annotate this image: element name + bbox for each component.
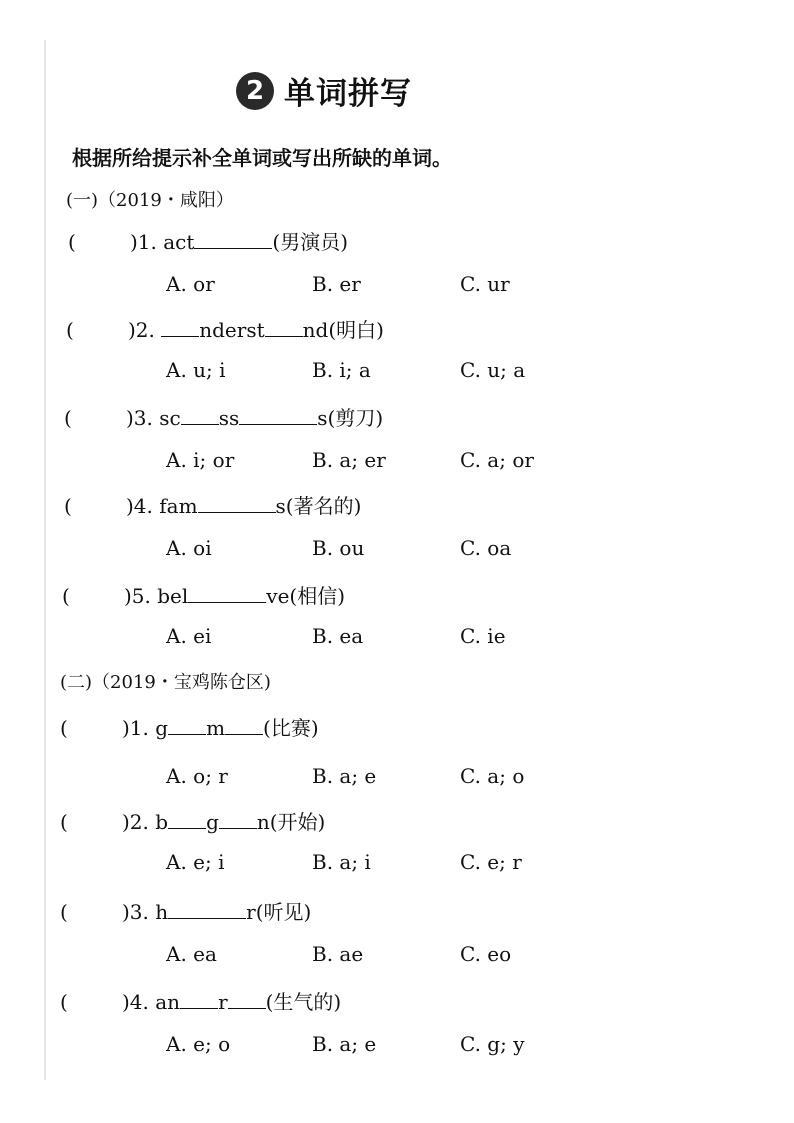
option-b: B. er (312, 272, 361, 296)
question-1-2: ( )2. nderst nd(明白) (66, 318, 384, 342)
section-heading-1: (一)（2019・咸阳） (66, 190, 234, 211)
answer-blank[interactable] (225, 714, 263, 735)
option-a: A. ea (166, 942, 217, 966)
option-c: C. a; o (460, 764, 525, 788)
page-title: 单词拼写 (284, 76, 412, 112)
answer-blank[interactable] (265, 316, 303, 337)
binding-edge (44, 40, 46, 1080)
option-a: A. ei (166, 624, 212, 648)
option-c: C. e; r (460, 850, 522, 874)
answer-blank[interactable] (181, 404, 219, 425)
option-b: B. ae (312, 942, 364, 966)
section-heading-2: (二)（2019・宝鸡陈仓区) (60, 672, 271, 693)
option-c: C. ie (460, 624, 506, 648)
question-1-3: ( )3. sc ss s(剪刀) (64, 406, 384, 430)
option-a: A. e; i (166, 850, 225, 874)
option-b: B. a; e (312, 1032, 377, 1056)
question-1-1: ( )1. act (男演员) (68, 230, 349, 254)
option-b: B. ou (312, 536, 365, 560)
option-a: A. or (166, 272, 215, 296)
option-b: B. a; er (312, 448, 386, 472)
answer-blank[interactable] (168, 808, 206, 829)
option-a: A. i; or (166, 448, 235, 472)
option-c: C. ur (460, 272, 510, 296)
option-a: A. e; o (166, 1032, 231, 1056)
option-c: C. g; y (460, 1032, 525, 1056)
option-b: B. i; a (312, 358, 371, 382)
instruction-text: 根据所给提示补全单词或写出所缺的单词。 (72, 146, 452, 170)
option-c: C. oa (460, 536, 512, 560)
option-a: A. u; i (166, 358, 226, 382)
question-2-2: ( )2. b g n(开始) (60, 810, 326, 834)
option-c: C. u; a (460, 358, 526, 382)
answer-blank[interactable] (168, 898, 246, 919)
option-c: C. eo (460, 942, 512, 966)
option-a: A. oi (166, 536, 212, 560)
answer-blank[interactable] (168, 714, 206, 735)
question-2-3: ( )3. h r(听见) (60, 900, 312, 924)
answer-blank[interactable] (180, 988, 218, 1009)
answer-blank[interactable] (188, 582, 266, 603)
option-b: B. a; i (312, 850, 371, 874)
question-1-5: ( )5. bel ve(相信) (62, 584, 346, 608)
question-2-4: ( )4. an r (生气的) (60, 990, 342, 1014)
option-b: B. ea (312, 624, 364, 648)
answer-blank[interactable] (239, 404, 317, 425)
option-a: A. o; r (166, 764, 228, 788)
answer-blank[interactable] (194, 228, 272, 249)
answer-blank[interactable] (219, 808, 257, 829)
section-title (236, 68, 412, 113)
question-1-4: ( )4. fam s(著名的) (64, 494, 362, 518)
question-2-1: ( )1. g m (比赛) (60, 716, 319, 740)
section-number-badge: 2 (236, 72, 274, 110)
answer-blank[interactable] (228, 988, 266, 1009)
option-c: C. a; or (460, 448, 534, 472)
option-b: B. a; e (312, 764, 377, 788)
answer-blank[interactable] (198, 492, 276, 513)
answer-blank[interactable] (161, 316, 199, 337)
